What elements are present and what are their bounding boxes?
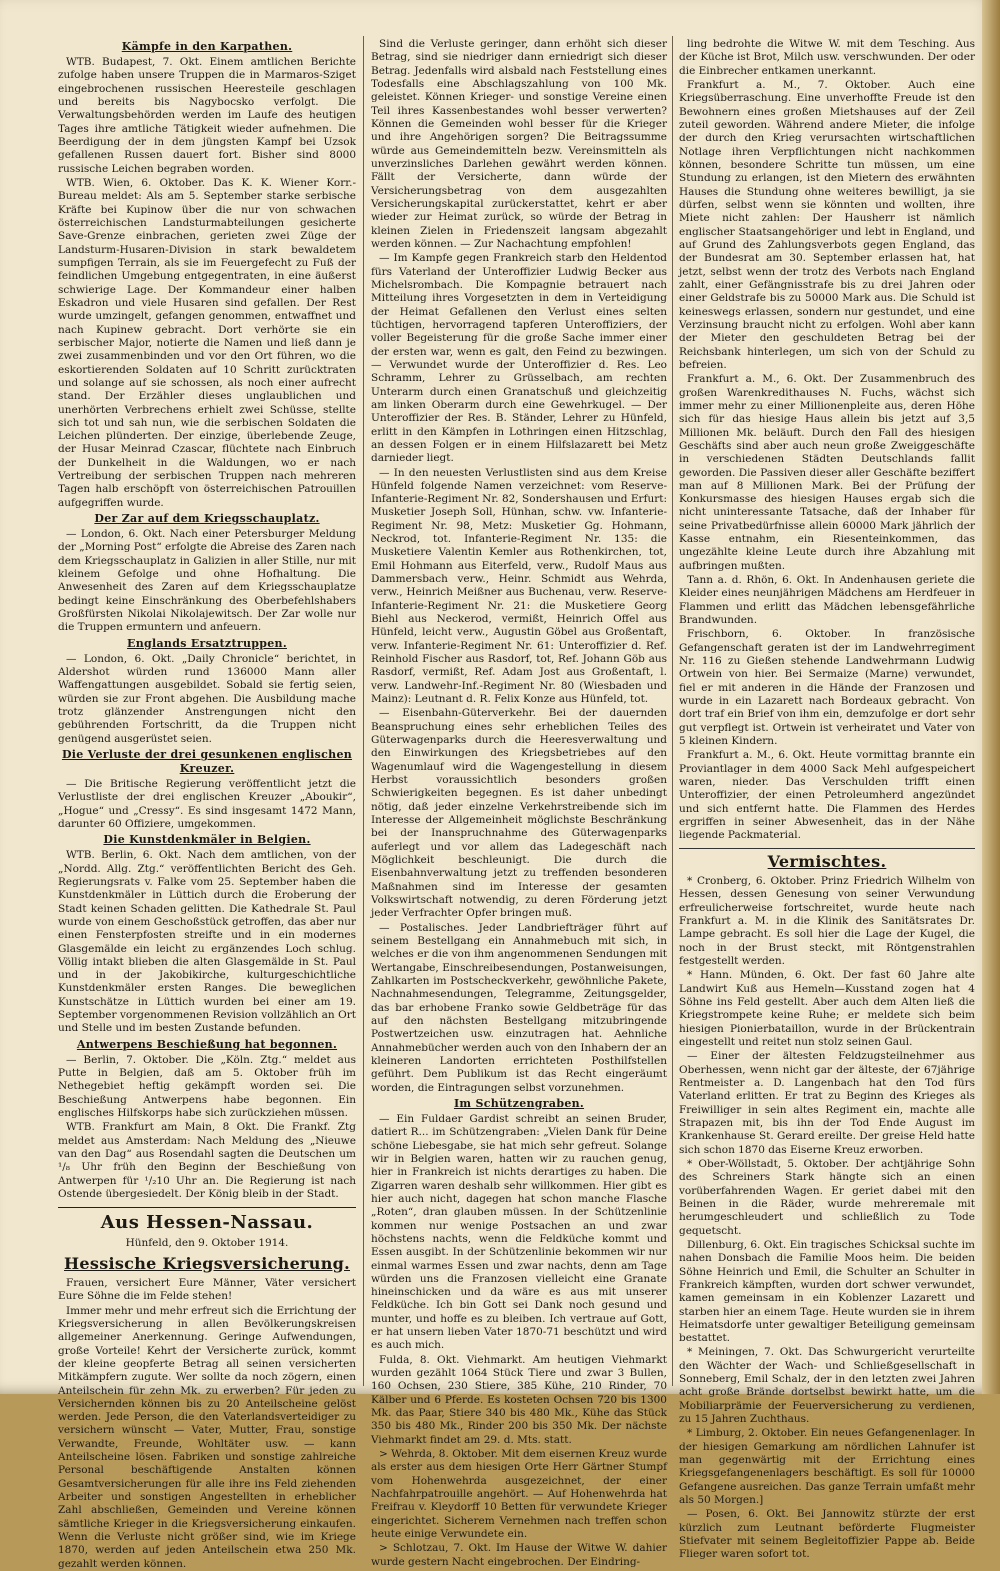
article-frankfurt-brand: Frankfurt a. M., 6. Okt. Heute vormittag brannte ein Proviantlager in dem 4000 Sack Mehl aufgespeichert waren, nieder. Das Verschulden trifft einen Unteroffizier, der einen Petroleumherd angezündet und sich entfernt hatte. Die Flammen des Herdes ergriffen in seiner Abwesenheit, das in der Nähe liegende Packmaterial. xyxy=(679,749,975,842)
column-1 xyxy=(58,38,357,1570)
article-posen: — Posen, 6. Okt. Bei Jannowitz stürzte der erst kürzlich zum Leutnant beförderte Flugmeister Stiefvater mit seinem Begleitoffizier Pappe ab. Beide Flieger waren sofort tot. xyxy=(679,1508,975,1561)
article-aeltester: — Einer der ältesten Feldzugsteilnehmer aus Oberhessen, wenn nicht gar der älteste, der 67jährige Rentmeister a. D. Langenbach hat den Tod fürs Vaterland erlitten. Er trat zu Beginn des Krieges als Freiwilliger in sein altes Regiment ein, machte alle Strapazen mit, bis ihn der Tod Ende August im Krankenhause St. Gerard ereilte. Der greise Held hatte sich schon 1870 das Eiserne Kreuz erworben. xyxy=(679,1050,975,1156)
heading-zar: Der Zar auf dem Kriegsschauplatz. xyxy=(94,512,320,526)
article-eisenbahn: — Eisenbahn-Güterverkehr. Bei der dauernden Beanspruchung eines sehr erheblichen Teiles des Güterwagenparks durch die Heeresverwaltung und den Einwirkungen des Kriegsbetriebes auf den Wagenumlauf wird die Wagengestellung in diesem Herbst voraussichtlich besonders großen Schwierigkeiten begegnen. Es ist daher unbedingt nötig, daß jeder einzelne Verkehrstreibende sich im Interesse der Allgemeinheit möglichste Beschränkung bei der Inanspruchnahme des Güterwagenparks auferlegt und vor allem das Ladegeschäft nach Möglichkeit beschleunigt. Die durch die Eisenbahnverwaltung jetzt zu treffenden besonderen Maßnahmen sind im Interesse der gesamten Volkswirtschaft notwendig, zu deren Förderung jetzt jeder Verfrachter Opfer bringen muß. xyxy=(371,707,667,920)
heading-verluste: Die Verluste der drei gesunkenen englischen Kreuzer. xyxy=(61,747,353,775)
article-london-zar: — London, 6. Okt. Nach einer Petersburger Meldung der „Morning Post“ erfolgte die Abreise des Zaren nach dem Kriegsschauplatz in Galizien in aller Stille, nur mit kleinem Gefolge und ohne Hofhaltung. Die Anwesenheit des Zaren auf dem Kriegsschauplatze bedingt keine Einschränkung des Oberbefehlshabers Großfürsten Nikolai Nikolajewitsch. Der Zar wolle nur die Truppen ermuntern und anfeuern. xyxy=(58,528,357,634)
article-frauen: Frauen, versichert Eure Männer, Väter versichert Eure Söhne die im Felde stehen! xyxy=(58,1276,356,1303)
article-verlustlisten: — In den neuesten Verlustlisten sind aus dem Kreise Hünfeld folgende Namen verzeichnet: vom Reserve-Infanterie-Regiment Nr. 82, Sondershausen und Erfurt: Musketier Joseph Soll, Hünhan, schw. vw. Infanterie-Regiment Nr. 98, Metz: Musketier Gg. Hohmann, Neckrod, tot. Infanterie-Regiment Nr. 135: die Musketiere Valentin Kemler aus Rothenkirchen, tot, Emil Hohmann aus Eiterfeld, verw., Rudolf Maus aus Dammersbach verw., Heinr. Schmidt aus Wehrda, verw., Heinrich Meißner aus Buchenau, verw. Reserve-Infanterie-Regiment Nr. 21: die Musketiere Georg Biehl aus Neckerod, vermißt, Heinrich Offel aus Hünfeld, leicht verw., Augustin Göbel aus Großentaft, verw. Infanterie-Regiment Nr. 61: Unteroffizier d. Ref. Reinhold Fischer aus Rasdorf, tot, Ref. Johann Göb aus Rasdorf, vermißt, Ref. Adam Jost aus Großentaft, l. verw. Landwehr-Inf.-Regiment Nr. 80 (Wiesbaden und Mainz): Leutnant d. R. Felix Konze aus Hünfeld, tot. xyxy=(371,466,667,706)
column-rule xyxy=(363,36,364,1386)
article-wien: WTB. Wien, 6. Oktober. Das K. K. Wiener Korr.-Bureau meldet: Als am 5. September starke serbische Kräfte bei Kupinow über die nur von schwachen österreichischen Landsturmabteilungen gesicherte Save-Grenze einbrachen, gerieten zwei Züge der Landsturm-Husaren-Division in stark bewaldetem sumpfigen Terrain, als sie im Feuergefecht zu Fuß der feindlichen Umgebung entgegentraten, in eine äußerst schwierige Lage. Der Kommandeur einer halben Eskadron und viele Husaren sind gefallen. Der Rest wurde umzingelt, gefangen genommen, entwaffnet und nach Kupinew gebracht. Dort verhörte sie ein serbischer Major, notierte die Namen und ließ dann je zwei zusammenbinden und vor den Ort führen, wo die eskortierenden Soldaten auf 10 Schritt zurücktraten und solange auf sie schossen, als noch einer aufrecht stand. Der Erzähler dieses unglaublichen und unerhörten Verbrechens erhielt zwei Schüsse, stellte sich tot und sah nun, wie die serbischen Soldaten die Leichen plünderten. Der einzige, überlebende Zeuge, der Husar Meinrad Czascar, flüchtete nach Einbruch der Dunkelheit in die Waldungen, wo er nach Vertreibung der serbischen Truppen nach mehreren Tagen halb erschöpft von österreichischen Patrouillen aufgegriffen wurde. xyxy=(58,176,356,509)
article-frischborn: Frischborn, 6. Oktober. In französische Gefangenschaft geraten ist der im Landwehrregiment Nr. 116 zu Gießen stehende Landwehrmann Ludwig Ortwein von hier. Bei Sermaize (Marne) verwundet, fiel er mit anderen in die Hände der Franzosen und wurde in ein Lazarett nach Bordeaux gebracht. Von dort traf ein Brief von ihm ein, demzufolge er dort sehr gut verpflegt ist. Ortwein ist verheiratet und Vater von 5 kleinen Kindern. xyxy=(679,628,975,748)
column-3 xyxy=(679,38,975,1561)
article-postalisches: — Postalisches. Jeder Landbriefträger führt auf seinem Bestellgang ein Annahmebuch mit sich, in welches er die von ihm angenommenen Sendungen mit Wertangabe, Einschreibesendungen, Postanweisungen, Zahlkarten im Postscheckverkehr, gewöhnliche Pakete, Nachnahmesendungen, Telegramme, Zeitungsgelder, das bar erhobene Franko sowie Geldbeträge für das auf den nächsten Bestellgang mitzubringende Postwertzeichen usw. einzutragen hat. Aehnliche Annahmebücher werden auch von den Inhabern der an kleineren Landorten errichteten Posthilfstellen geführt. Dem Publikum ist das Recht eingeräumt worden, die Eintragungen selbst vorzunehmen. xyxy=(371,921,667,1094)
article-fulda-viehmarkt: Fulda, 8. Okt. Viehmarkt. Am heutigen Viehmarkt wurden gezählt 1064 Stück Tiere und zwar 3 Bullen, 160 Ochsen, 230 Stiere, 385 Kühe, 210 Rinder, 70 Kälber und 6 Pferde. Es kosteten Ochsen 720 bis 1300 Mk. das Paar, Stiere 340 bis 480 Mk., Kühe das Stück 350 bis 480 Mk., Rinder 200 bis 350 Mk. Der nächste Viehmarkt findet am 29. d. Mts. statt. xyxy=(371,1353,667,1446)
article-budapest: WTB. Budapest, 7. Okt. Einem amtlichen Berichte zufolge haben unsere Truppen die in Marmaros-Sziget eingebrochenen russischen Heeresteile geschlagen und bereits bis Nagybocsko verfolgt. Die Verwaltungsbehörden werden im Laufe des heutigen Tages ihre amtliche Tätigkeit wieder aufnehmen. Die Beerdigung der in dem jüngsten Kampf bei Uzsok gefallenen Russen dauert fort. Bisher sind 8000 russische Leichen begraben worden. xyxy=(58,55,356,175)
section-hessen-nassau: Aus Hessen-Nassau. xyxy=(58,1207,356,1235)
heading-antwerpen: Antwerpens Beschießung hat begonnen. xyxy=(76,1037,338,1051)
article-versicherung-cont: Sind die Verluste geringer, dann erhöht sich dieser Betrag, sind sie niedriger dann erniedrigt sich dieser Betrag. Jedenfalls wird alsbald nach Feststellung eines Todesfalls eine Abschlagszahlung von 100 Mk. geleistet. Können Krieger- und sonstige Vereine einen Teil ihres Kassenbestandes wohl besser verwerten? Können die Gemeinden wohl besser für die Krieger und ihre Angehörigen sorgen? Die Beitragssumme würde aus Gemeindemitteln bezw. Vereinsmitteln als unverzinsliches Darlehen gewährt werden können. Fällt der Versicherte, dann würde der Versicherungsbetrag von dem ausgezahlten Versicherungskapital zurückerstattet, kehrt er aber wieder zur Heimat zurück, so würde der Betrag in kleinen Zielen in Friedenszeit langsam abgezahlt werden können. — Zur Nachachtung empfohlen! xyxy=(371,38,667,250)
article-meiningen: * Meiningen, 7. Okt. Das Schwurgericht verurteilte den Wächter der Wach- und Schließgesellschaft in Sonneberg, Emil Schalz, der in den letzten zwei Jahren acht große Brände dortselbst bewirkt hatte, um die Mobiliarprämie der Feuerversicherung zu verdienen, zu 15 Jahren Zuchthaus. xyxy=(679,1346,975,1426)
article-gardist: — Ein Fuldaer Gardist schreibt an seinen Bruder, datiert R... im Schützengraben: „Vielen Dank für Deine schöne Liebesgabe, sie hat mich sehr gefreut. Solange wir in Belgien waren, hatten wir zu rauchen genug, hier in Frankreich ist nichts derartiges zu haben. Die Zigarren waren deshalb sehr willkommen. Hier gibt es hier auch nicht, dagegen hat schon manche Flasche „Roten“, dran glauben müssen. In der Schützenlinie kommen nur wenige Postsachen an und zwar höchstens nachts, wenn die Feldküche kommt und Essen ausgibt. In der Schützenlinie bekommen wir nur einmal warmes Essen und zwar nachts, denn am Tage würden uns die Franzosen vielleicht eine Granate hineinschicken und da wäre es aus mit unserer Feldküche. Ich bin Gott sei Dank noch gesund und munter, und hoffe es zu bleiben. Ich vertraue auf Gott, er hat unsern lieben Vater 1870-71 beschützt und wird es auch mich. xyxy=(371,1112,667,1352)
article-frankfurt-amsterdam: WTB. Frankfurt am Main, 8 Okt. Die Frankf. Ztg meldet aus Amsterdam: Nach Meldung des „Nieuwe van den Dag“ aus Rosendahl sagten die Deutschen um ¹/₈ Uhr früh den Beginn der Beschießung von Antwerpen für ¹/₂10 Uhr an. Die Regierung ist nach Ostende übergesiedelt. Der König bleib in der Stadt. xyxy=(58,1121,356,1201)
article-kreuzer: — Die Britische Regierung veröffentlicht jetzt die Verlustliste der drei englischen Kreuzer „Aboukir“, „Hogue“ und „Cressy“. Es sind insgesamt 1472 Mann, darunter 60 Offiziere, umgekommen. xyxy=(58,777,356,830)
article-limburg: * Limburg, 2. Oktober. Ein neues Gefangenenlager. In der hiesigen Gemarkung am nördlichen Lahnufer ist man gegenwärtig mit der Errichtung eines Kriegsgefangenenlagers beschäftigt. Es soll für 10000 Gefangene ausreichen. Das ganze Terrain umfaßt mehr als 50 Morgen.] xyxy=(679,1427,975,1507)
article-kriegsversicherung: Immer mehr und mehr erfreut sich die Errichtung der Kriegsversicherung in allen Bevölkerungskreisen allgemeiner Anerkennung. Geringe Aufwendungen, große Vorteile! Kehrt der Versicherte zurück, kommt der kleine geopferte Betrag all seinen versicherten Mitkämpfern zugute. Wer sollte da noch zögern, einen Anteilschein für zehn Mk. zu erwerben? Für jeden zu Versichernden können bis zu 20 Anteilscheine gelöst werden. Jede Person, die den Vaterlandsverteidiger zu versichern wünscht — Vater, Mutter, Frau, sonstige Verwandte, Freunde, Wohltäter usw. — kann Anteilscheine lösen. Fabriken und sonstige zahlreiche Personal beschäftigende Anstalten können Gesamtversicherungen für alle ihre ins Feld ziehenden Arbeiter und sonstigen Angestellten in erheblicher Zahl abschließen, Gemeinden und Vereine können sämtliche Krieger in die Kriegsversicherung einkaufen. Wenn die Verluste nicht größer sind, wie im Kriege 1870, werden auf jeden Anteilschein etwa 250 Mk. gezahlt werden können. xyxy=(58,1304,356,1570)
article-tann: Tann a. d. Rhön, 6. Okt. In Andenhausen geriete die Kleider eines neunjährigen Mädchens am Herdfeuer in Flammen und erlitt das Mädchen lebensgefährliche Brandwunden. xyxy=(679,574,975,627)
heading-kunstdenkmaeler: Die Kunstdenkmäler in Belgien. xyxy=(103,833,311,847)
heading-schuetzengraben: Im Schützengraben. xyxy=(453,1096,585,1110)
article-wehrda: > Wehrda, 8. Oktober. Mit dem eisernen Kreuz wurde als erster aus dem hiesigen Orte Herr Gärtner Stumpf vom Hohenwehrda ausgezeichnet, der einer Nachfahrpatrouille angehört. — Auf Hohenwehrda hat Freifrau v. Kleydorff 10 Betten für verwundete Krieger eingerichtet. Sicherem Vernehmen nach treffen schon heute einige Verwundete ein. xyxy=(371,1448,667,1541)
page-edge xyxy=(982,0,1000,1394)
article-hann-muenden: * Hann. Münden, 6. Okt. Der fast 60 Jahre alte Landwirt Kuß aus Hemeln—Kusstand zogen hat 4 Söhne ins Feld gestellt. Aber auch dem Alten ließ die Kriegstrompete keine Ruhe; er meldete sich beim hiesigen Pionierbataillon, wurde in der Brückentrain eingestellt und reitet nun stolz seinen Gaul. xyxy=(679,969,975,1048)
column-rule xyxy=(672,36,673,1386)
heading-karpathen: Kämpfe in den Karpathen. xyxy=(121,40,293,53)
article-frankfurt-fuchs: Frankfurt a. M., 6. Okt. Der Zusammenbruch des großen Warenkredithauses N. Fuchs, wächst sich immer mehr zu einer Millionenpleite aus, deren Höhe sich für das hiesige Haus allein bis jetzt auf 3,5 Millionen Mk. beläuft. Durch den Fall des hiesigen Geschäfts sind aber auch neun große Zweiggeschäfte in verschiedenen Städten Deutschlands fallit geworden. Die Passiven dieser aller Geschäfte beziffert man auf 8 Millionen Mark. Bei der Prüfung der Konkursmasse des hiesigen Hauses ergab sich die nicht uninteressante Tatsache, daß der Inhaber für seine Privatbedürfnisse allein 60000 Mark jährlich der Kasse entnahm, ein Riesenteinkommen, das ungezählte kleine Leute durch ihre Abzahlung mit aufbringen mußten. xyxy=(679,373,975,572)
section-divider xyxy=(679,848,975,849)
article-cronberg: * Cronberg, 6. Oktober. Prinz Friedrich Wilhelm von Hessen, dessen Genesung von seiner Verwundung erfreulicherweise fortschreitet, wurde heute nach Frankfurt a. M. in die Klinik des Sanitätsrates Dr. Lampe gebracht. Es soll hier die Lage der Kugel, die noch in der Brust steckt, mit Röntgenstrahlen festgestellt werden. xyxy=(679,875,975,967)
article-frankfurt-miete: Frankfurt a. M., 7. Oktober. Auch eine Kriegsüberraschung. Eine unverhoffte Freude ist den Bewohnern eines großen Mietshauses auf der Zeil zuteil geworden. Während andere Mieter, die infolge der durch den Krieg verursachten wirtschaftlichen Notlage ihren Verpflichtungen nicht nachkommen können, besondere Schritte tun müssen, um eine Stundung zu erlangen, ist den Mietern des erwähnten Hauses die Stundung ohne weiteres bewilligt, ja sie dürfen, selbst wenn sie könnten und wollten, ihre Miete nicht zahlen: Der Hausherr ist nämlich englischer Staatsangehöriger und lebt in England, und auf Grund des Zahlungsverbots gegen England, das der Bundesrat am 30. September erlassen hat, hat jetzt, selbst wenn der trotz des Verbots nach England zahlt, einer Gefängnisstrafe bis zu drei Jahren oder einer Geldstrafe bis zu 50000 Mark aus. Die Schuld ist keineswegs erlassen, sondern nur gestundet, und eine Verzinsung braucht nicht zu erfolgen. Wohl aber kann der Mieter den geschuldeten Betrag bei der Reichsbank hinterlegen, um sich von der Schuld zu befreien. xyxy=(679,78,975,371)
article-ober-woellstadt: * Ober-Wöllstadt, 5. Oktober. Der achtjährige Sohn des Schreiners Stark hängte sich an einen vorüberfahrenden Wagen. Er geriet dabei mit den Beinen in die Räder, wurde mehreremale mit herumgeschleudert und schließlich zu Tode gequetscht. xyxy=(679,1157,975,1237)
article-heldentod: — Im Kampfe gegen Frankreich starb den Heldentod fürs Vaterland der Unteroffizier Ludwig Becker aus Michelsrombach. Die Kompagnie betrauert nach Mitteilung ihres Vorgesetzten in dem in Verteidigung der Heimat Gefallenen den Verlust eines selten tüchtigen, hervorragend tapferen Unteroffiziers, der voller Begeisterung für die große Sache immer einer der ersten war, wenn es galt, den Feind zu bezwingen. — Verwundet wurde der Unteroffizier d. Res. Leo Schramm, Lehrer zu Grüsselbach, am rechten Unterarm durch einen Granatschuß und gleichzeitig am linken Oberarm durch eine Gewehrkugel. — Der Unteroffizier der Res. B. Ständer, Lehrer zu Hünfeld, erlitt in den Kämpfen in Lothringen einen Hitzschlag, an dessen Folgen er in einem Hilfslazarett bei Metz darnieder liegt. xyxy=(371,252,667,465)
article-schlotzau: > Schlotzau, 7. Okt. Im Hause der Witwe W. dahier wurde gestern Nacht eingebrochen. Der Eindring- xyxy=(371,1542,667,1568)
article-dillenburg: Dillenburg, 6. Okt. Ein tragisches Schicksal suchte im nahen Donsbach die Familie Moos heim. Die beiden Söhne Heinrich und Emil, die Schulter an Schulter in Frankreich kämpften, wurden dort schwer verwundet, kamen gemeinsam in ein Koblenzer Lazarett und starben hier an einem Tage. Heute wurden sie in ihrem Heimatsdorfe unter gewaltiger Beteiligung gemeinsam bestattet. xyxy=(679,1238,975,1345)
dateline: Hünfeld, den 9. Oktober 1914. xyxy=(125,1237,289,1250)
heading-englands: Englands Ersatztruppen. xyxy=(127,636,287,650)
article-einbruch-cont: ling bedrohte die Witwe W. mit dem Tesching. Aus der Küche ist Brot, Milch usw. verschwunden. Der oder die Einbrecher entkamen unerkannt. xyxy=(679,38,975,77)
article-berlin-antwerpen: — Berlin, 7. Oktober. Die „Köln. Ztg.“ meldet aus Putte in Belgien, daß am 5. Oktober früh im Nethegebiet heftig gekämpft worden sei. Die Beschießung Antwerpens habe begonnen. Ein englisches Hilfskorps habe sich zurückziehen müssen. xyxy=(58,1053,356,1120)
heading-vermischtes: Vermischtes. xyxy=(767,851,887,871)
heading-kriegsversicherung: Hessische Kriegsversicherung. xyxy=(63,1253,350,1273)
article-london-ersatz: — London, 6. Okt. „Daily Chronicle“ berichtet, in Aldershot würden rund 136000 Mann aller Waffengattungen ausgebildet. Sobald sie fertig seien, würden sie zur Front abgehen. Die Ausbildung mache trotz glänzender Anstrengungen nicht den gebührenden Fortschritt, da die Truppen nicht genügend ausgerüstet seien. xyxy=(58,652,356,745)
article-berlin-kunst: WTB. Berlin, 6. Okt. Nach dem amtlichen, von der „Nordd. Allg. Ztg.“ veröffentlichten Bericht des Geh. Regierungsrats v. Falke vom 25. September haben die Kunstdenkmäler in Lüttich durch die Eroberung der Stadt keinen Schaden gelitten. Die Kathedrale St. Paul wurde von einem Geschoßstück getroffen, das aber nur einen Fensterpfosten streifte und in ein modernes Glasgemälde ein leicht zu ergänzendes Loch schlug. Völlig intakt blieben die alten Glasgemälde in St. Paul und in der Jakobikirche, kulturgeschichtliche Kunstdenkmäler ersten Ranges. Die beweglichen Kunstschätze in Lüttich wurden bei einer am 19. September vorgenommenen Revision vollzählich an Ort und Stelle und im besten Zustande befunden. xyxy=(58,849,356,1035)
column-2 xyxy=(371,38,667,1568)
